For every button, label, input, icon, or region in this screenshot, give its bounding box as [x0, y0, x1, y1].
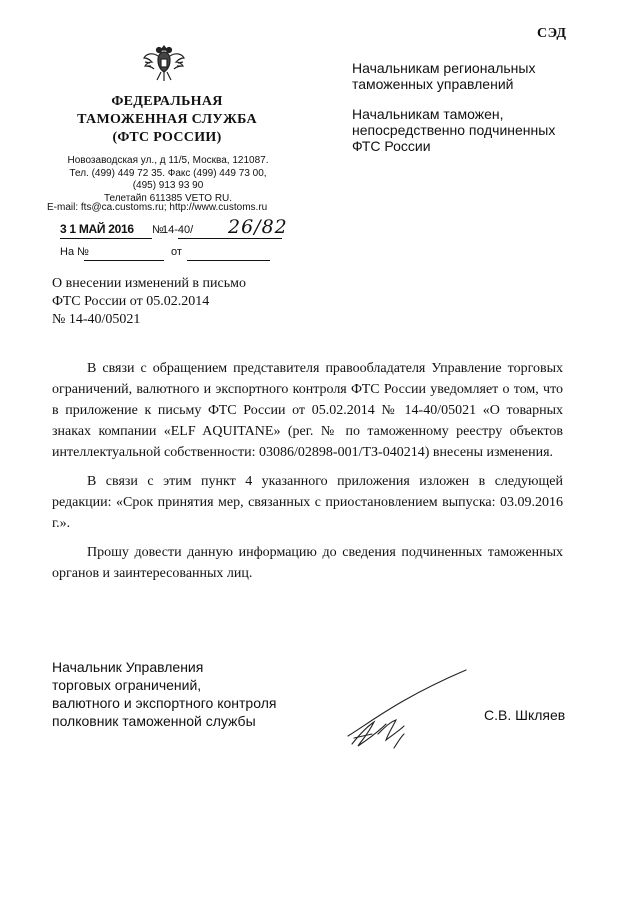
contact-line: Новозаводская ул., д 11/5, Москва, 121087.: [67, 155, 269, 166]
position-line: Начальник Управления: [52, 659, 204, 675]
from-underline: [187, 260, 270, 261]
date-underline: [60, 238, 152, 239]
handwritten-number: 26/82: [228, 216, 288, 238]
email-line: E-mail: fts@ca.customs.ru; http://www.customs.ru: [47, 202, 268, 213]
organization-name: [50, 93, 284, 147]
addressee: Начальникам таможен, непосредственно подчиненных ФТС России: [352, 106, 556, 154]
document-mark: СЭД: [537, 26, 567, 41]
number-label: №: [152, 224, 164, 236]
subject-line: № 14-40/05021: [52, 312, 141, 327]
position-line: полковник таможенной службы: [52, 713, 256, 729]
position-line: торговых ограничений,: [52, 677, 202, 693]
letter-body: [52, 358, 563, 592]
subject-line: ФТС России от 05.02.2014: [52, 294, 210, 309]
coat-of-arms-icon: [140, 40, 188, 88]
org-line-1: ФЕДЕРАЛЬНАЯ: [111, 94, 223, 109]
from-label: от: [171, 246, 182, 258]
handwritten-signature-icon: [338, 664, 478, 754]
contact-line: Телетайп 611385 VETO RU.: [103, 192, 233, 204]
number-prefix: 14-40/: [162, 224, 194, 236]
signatory-name: С.В. Шкляев: [484, 707, 566, 723]
number-underline: [178, 238, 282, 239]
body-paragraph: Прошу довести данную информацию до сведения подчиненных таможенных органов и заинтересованных лиц.: [52, 545, 563, 581]
addressee-block: [352, 60, 572, 168]
body-paragraph: В связи с обращением представителя правообладателя Управление торговых ограничений, валютного и экспортного контроля ФТС России уведомляет о том, что в приложение к письму ФТС России от 05.02.2014 № 14-40/05021 «О товарных знаках компании «ELF AQUITANE» (рег. № по таможенному реестру объектов интеллектуальной собственности: 03086/02898-001/ТЗ-040214) внесены изменения.: [52, 361, 563, 460]
org-line-2: ТАМОЖЕННАЯ СЛУЖБА: [77, 112, 257, 127]
addressee: Начальникам региональных таможенных управлений: [352, 60, 536, 92]
signatory-position: [52, 658, 276, 730]
org-line-3: (ФТС РОССИИ): [112, 130, 222, 145]
reply-to-label: На №: [60, 246, 89, 258]
subject-block: [52, 275, 246, 329]
contact-line: Тел. (499) 449 72 35. Факс (499) 449 73 00,: [69, 167, 267, 179]
registration-date-stamp: 3 1 МАЙ 2016: [60, 222, 134, 236]
subject-line: О внесении изменений в письмо: [52, 276, 246, 291]
contact-block: [52, 155, 284, 205]
contact-line: (495) 913 93 90: [132, 180, 204, 191]
body-paragraph: В связи с этим пункт 4 указанного приложения изложен в следующей редакции: «Срок принятия мер, связанных с приостановлением выпуска: 03.09.2016 г.».: [52, 474, 563, 531]
position-line: валютного и экспортного контроля: [52, 695, 277, 711]
reply-to-underline: [84, 260, 164, 261]
